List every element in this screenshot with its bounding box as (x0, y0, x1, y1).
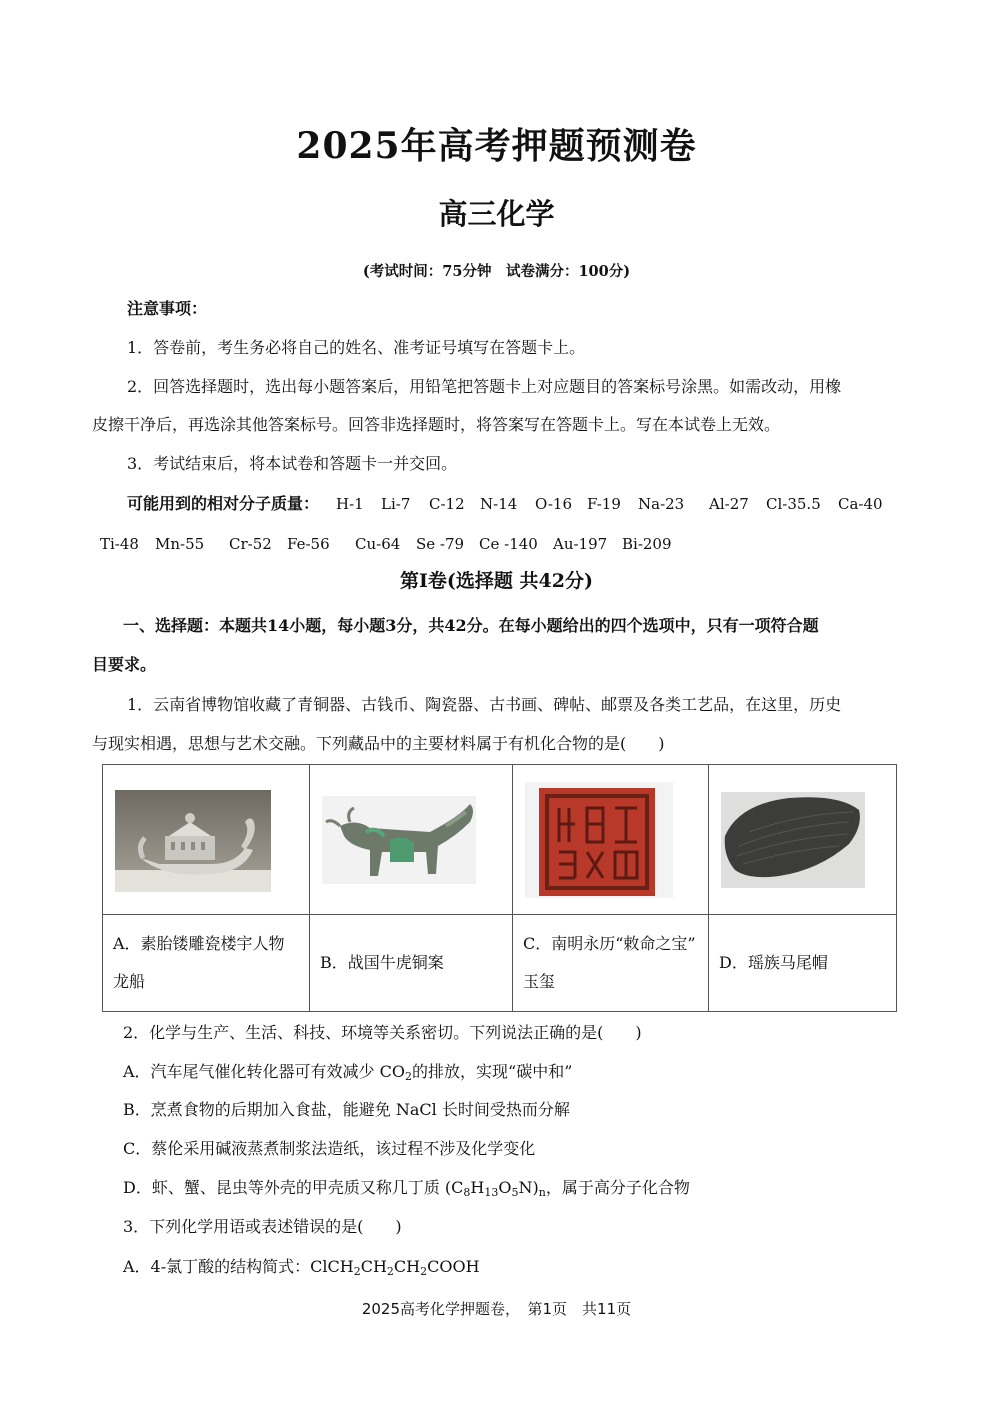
atomic-mass: Au-197 (553, 535, 608, 553)
q3-option-a[interactable] (123, 1256, 480, 1278)
option-d-label: D．瑶族马尾帽 (719, 953, 828, 972)
atomic-mass: Cr-52 (229, 535, 272, 553)
part-one-line-2: 目要求。 (92, 655, 157, 674)
subscript: 8 (463, 1186, 471, 1199)
section-title: 第Ⅰ卷(选择题 共42分) (400, 570, 593, 592)
option-c[interactable] (513, 915, 709, 1012)
option-b[interactable] (310, 915, 513, 1012)
q2-option-d-text-end: ，属于高分子化合物 (545, 1178, 690, 1197)
option-b-label: B．战国牛虎铜案 (320, 953, 444, 972)
option-b-image-cell (310, 765, 513, 915)
subscript: n (538, 1186, 546, 1199)
option-c-label: C．南明永历“敕命之宝” (523, 934, 696, 953)
atomic-mass: N-14 (480, 495, 518, 513)
atomic-mass: Li-7 (381, 495, 411, 513)
q2-option-a[interactable] (123, 1061, 572, 1083)
atomic-mass: Mn-55 (155, 535, 205, 553)
atomic-mass: C-12 (429, 495, 465, 513)
formula-part: O (498, 1178, 512, 1197)
notice-heading: 注意事项： (127, 299, 208, 318)
formula-part: COOH (427, 1257, 480, 1276)
option-d[interactable] (709, 915, 897, 1012)
option-d-image-cell (709, 765, 897, 915)
q2-option-a-text: A．汽车尾气催化转化器可有效减少 CO (123, 1062, 406, 1081)
subscript: 2 (386, 1265, 394, 1278)
exam-info: (考试时间：75分钟 试卷满分：100分) (362, 263, 631, 280)
horsetail-hat-icon (709, 766, 895, 913)
q2-option-a-text-end: 的排放，实现“碳中和” (412, 1062, 573, 1081)
notice-item-2-line-1: 2．回答选择题时，选出每小题答案后，用铅笔把答题卡上对应题目的答案标号涂黑。如需改动，用橡 (127, 377, 842, 396)
subscript: 2 (353, 1265, 361, 1278)
q2-option-b[interactable]: B．烹煮食物的后期加入食盐，能避免 NaCl 长时间受热而分解 (123, 1100, 570, 1119)
option-a-image-cell (103, 765, 310, 915)
q1-stem-line-2: 与现实相遇，思想与艺术交融。下列藏品中的主要材料属于有机化合物的是( ) (92, 734, 665, 753)
notice-item-1: 1．答卷前，考生务必将自己的姓名、准考证号填写在答题卡上。 (127, 338, 586, 357)
atomic-mass: Cl-35.5 (766, 495, 821, 513)
atomic-mass: Bi-209 (622, 535, 672, 553)
atomic-mass: Ce -140 (479, 535, 538, 553)
atomic-mass: Ca-40 (838, 495, 883, 513)
subscript: 2 (420, 1265, 428, 1278)
part-one-line-1: 一、选择题：本题共14小题，每小题3分，共42分。在每小题给出的四个选项中，只有一项符合题 (123, 616, 819, 635)
option-a-label-cont: 龙船 (113, 972, 146, 991)
atomic-mass: Al-27 (709, 495, 749, 513)
q3-option-a-text: A．4-氯丁酸的结构简式：ClCH (123, 1257, 354, 1276)
option-c-image-cell (513, 765, 709, 915)
option-a-label: A．素胎镂雕瓷楼宇人物 (113, 934, 285, 953)
atomic-mass: Fe-56 (287, 535, 330, 553)
q2-option-d[interactable] (123, 1177, 690, 1199)
option-c-label-cont: 玉玺 (523, 972, 556, 991)
q2-option-c[interactable]: C．蔡伦采用碱液蒸煮制浆法造纸，该过程不涉及化学变化 (123, 1139, 536, 1158)
page-footer: 2025高考化学押题卷， 第1页 共11页 (361, 1300, 632, 1318)
atomic-mass: Cu-64 (355, 535, 401, 553)
q1-stem-line-1: 1．云南省博物馆收藏了青铜器、古钱币、陶瓷器、古书画、碑帖、邮票及各类工艺品，在这里，历史 (127, 695, 842, 714)
atomic-mass: Na-23 (638, 495, 685, 513)
subscript: 5 (511, 1186, 519, 1199)
q2-option-d-text: D．虾、蟹、昆虫等外壳的甲壳质又称几丁质 (C (123, 1178, 464, 1197)
notice-item-3: 3．考试结束后，将本试卷和答题卡一并交回。 (127, 454, 458, 473)
atomic-mass: O-16 (535, 495, 573, 513)
formula-part: N) (518, 1178, 539, 1197)
atomic-mass: F-19 (587, 495, 621, 513)
formula-part: CH (393, 1257, 421, 1276)
subscript: 2 (405, 1070, 413, 1083)
subscript: 13 (484, 1186, 499, 1199)
porcelain-dragon-boat-icon (103, 766, 308, 913)
atomic-mass: Se -79 (416, 535, 465, 553)
notice-item-2-line-2: 皮擦干净后，再选涂其他答案标号。回答非选择题时，将答案写在答题卡上。写在本试卷上无效。 (92, 415, 781, 434)
atomic-mass-label: 可能用到的相对分子质量： (127, 494, 320, 513)
exam-title: 2025年高考押题预测卷 (296, 125, 697, 167)
red-jade-seal-icon (513, 766, 707, 913)
option-a[interactable] (103, 915, 310, 1012)
formula-part: CH (360, 1257, 387, 1276)
atomic-mass: Ti-48 (100, 535, 139, 553)
exam-subtitle: 高三化学 (438, 197, 555, 231)
formula-part: H (470, 1178, 485, 1197)
q1-options-table (102, 764, 897, 1012)
q2-stem: 2．化学与生产、生活、科技、环境等关系密切。下列说法正确的是( ) (123, 1023, 642, 1042)
atomic-mass: H-1 (336, 495, 364, 513)
q3-stem: 3．下列化学用语或表述错误的是( ) (123, 1217, 402, 1236)
bronze-ox-tiger-table-icon (310, 766, 511, 913)
